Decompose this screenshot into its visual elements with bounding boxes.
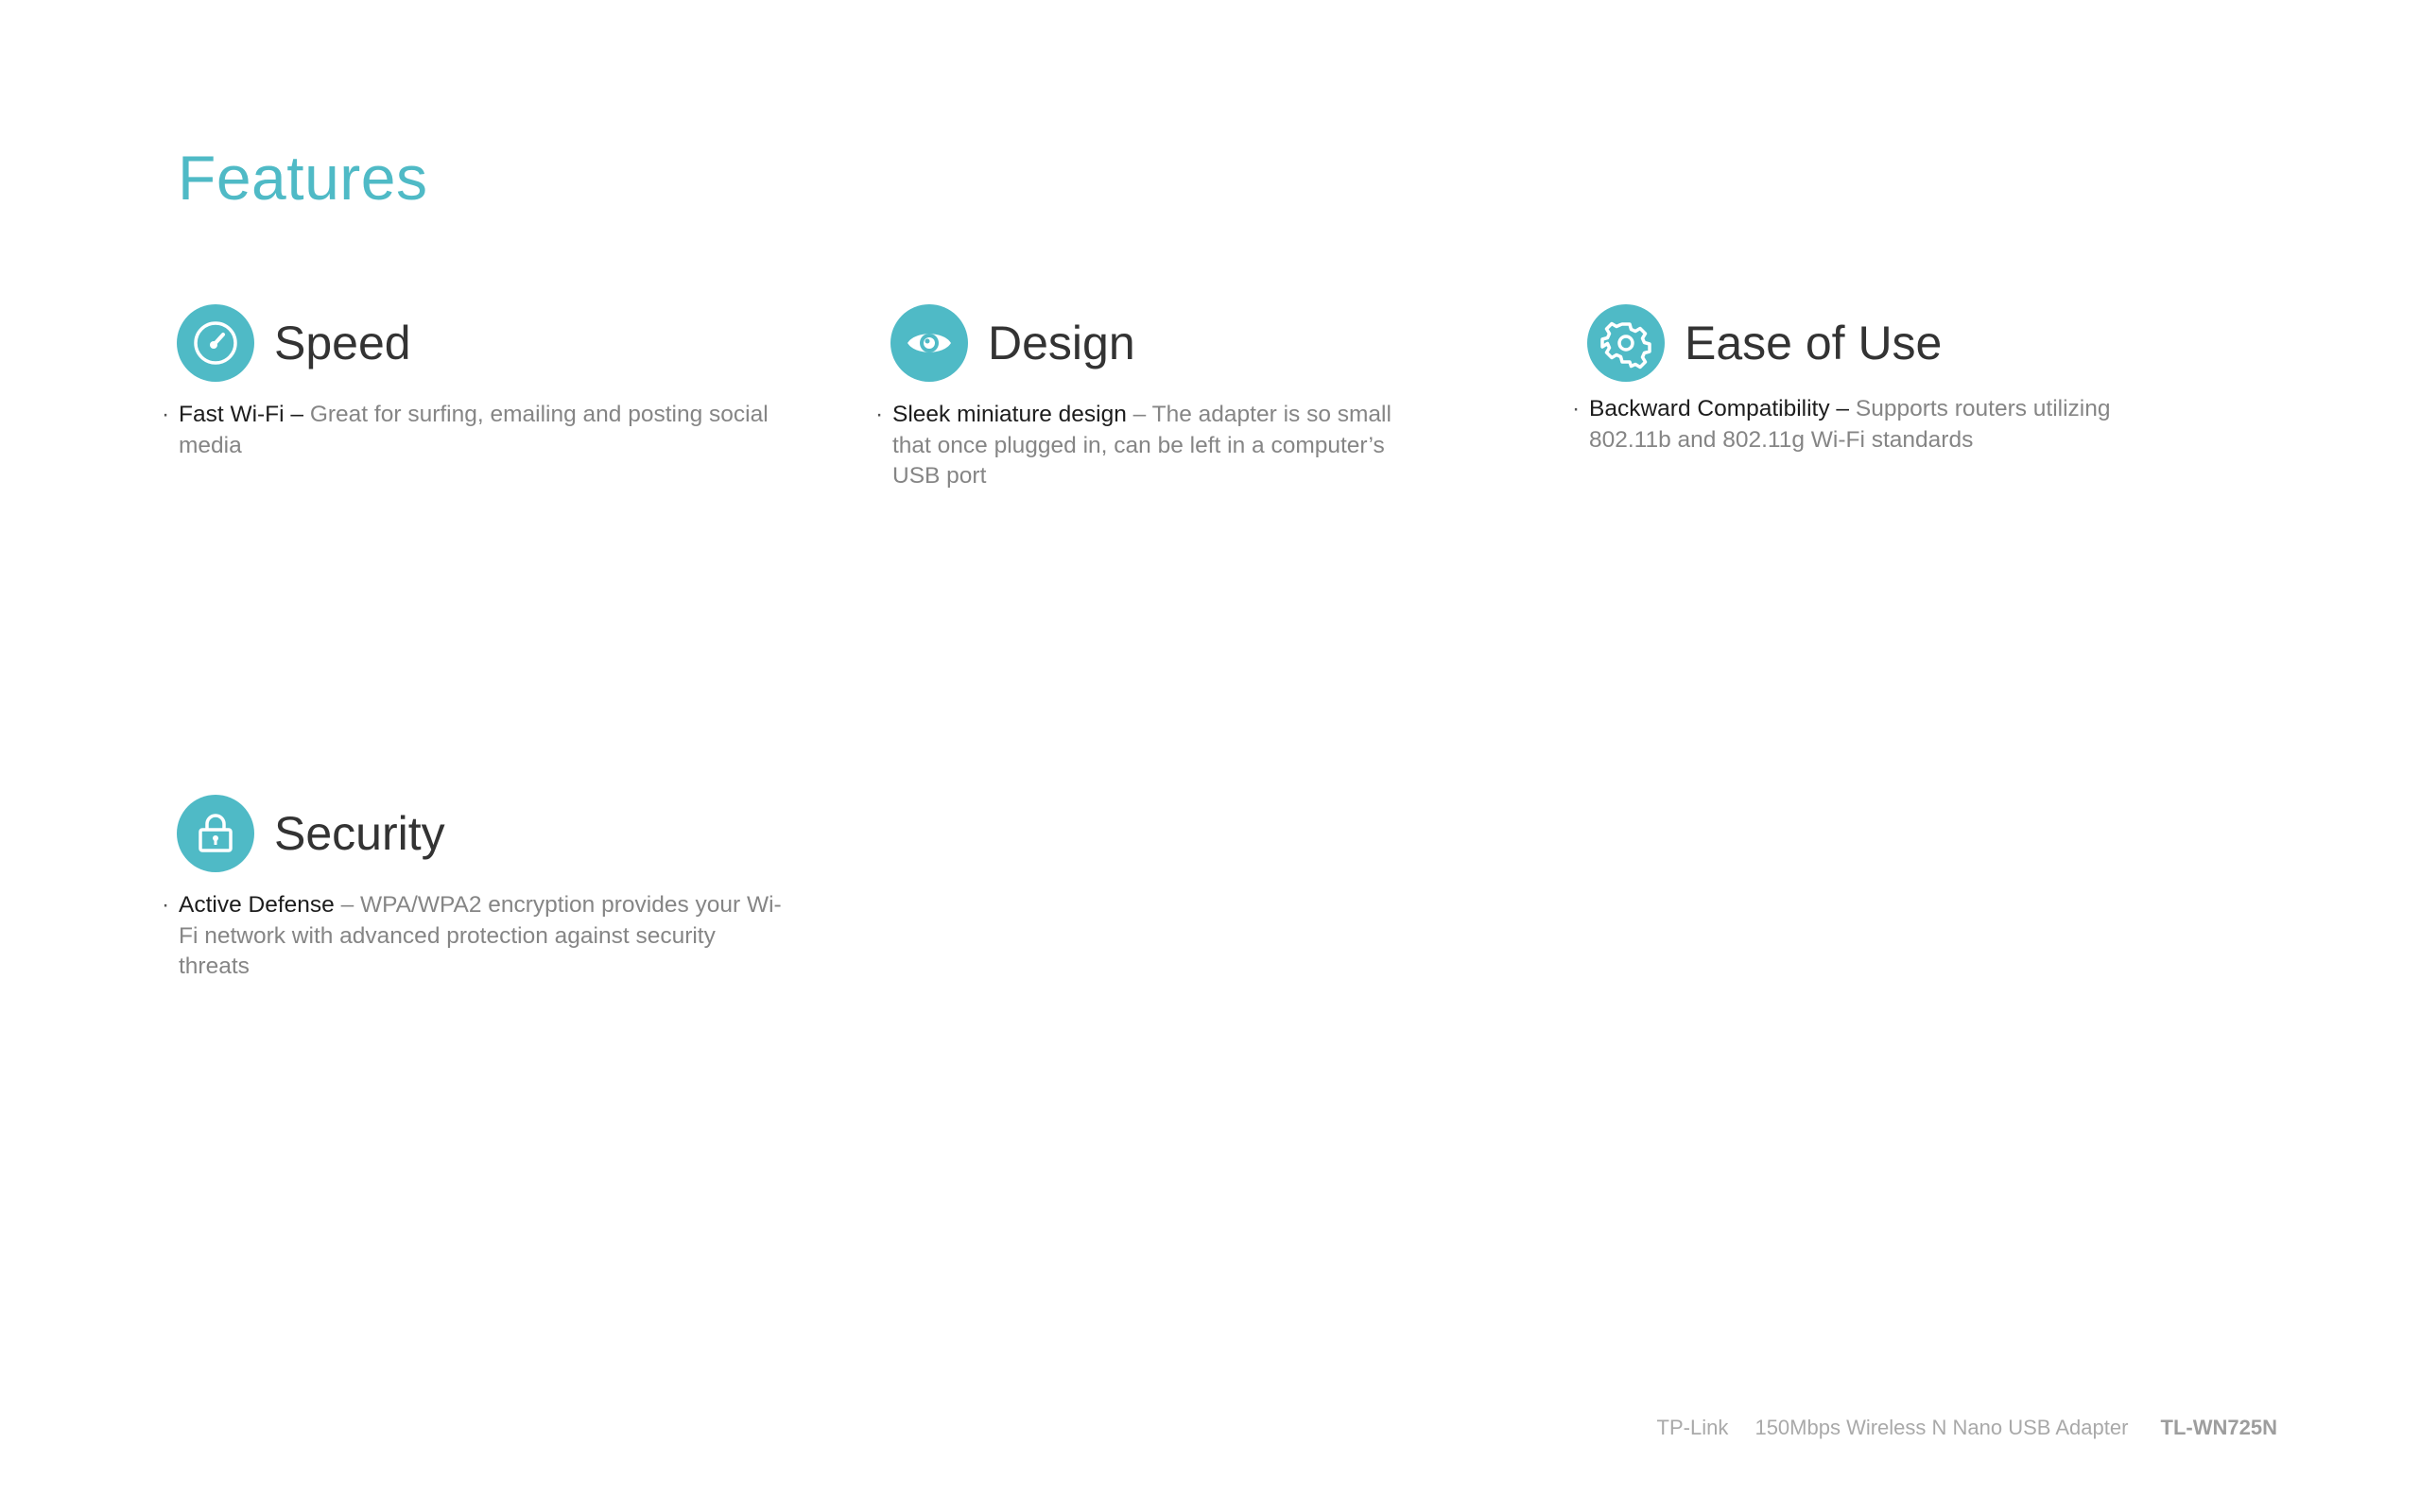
feature-text: Great for surfing, emailing and posting social media	[179, 402, 769, 458]
footer-product: 150Mbps Wireless N Nano USB Adapter	[1754, 1416, 2129, 1439]
feature-description	[1587, 394, 2154, 455]
footer-brand: TP-Link	[1656, 1416, 1729, 1439]
feature-ease-of-use	[1587, 303, 2154, 455]
feature-description	[177, 400, 801, 461]
feature-speed	[177, 303, 801, 461]
footer-model: TL-WN725N	[2160, 1416, 2277, 1439]
feature-separator: –	[284, 402, 310, 427]
lock-icon	[177, 795, 254, 872]
speedometer-icon	[177, 304, 254, 382]
feature-text: WPA/WPA2 encryption provides your Wi-Fi network with advanced protection against security threats	[179, 892, 782, 979]
feature-title: Security	[274, 807, 445, 860]
feature-separator: –	[1126, 402, 1152, 427]
feature-header	[177, 794, 791, 873]
feature-lead: Sleek miniature design	[892, 402, 1127, 427]
feature-title: Speed	[274, 317, 411, 369]
feature-design	[890, 303, 1420, 492]
gear-icon	[1587, 304, 1665, 382]
feature-title: Ease of Use	[1685, 317, 1943, 369]
eye-icon	[890, 304, 968, 382]
feature-security	[177, 794, 791, 983]
feature-lead: Active Defense	[179, 892, 335, 918]
feature-header	[890, 303, 1420, 383]
feature-separator	[1849, 396, 1856, 421]
feature-lead: Fast Wi-Fi	[179, 402, 285, 427]
feature-description	[890, 400, 1420, 492]
feature-header	[1587, 303, 2154, 383]
feature-text: Supports routers utilizing 802.11b and 802.11g Wi-Fi standards	[1589, 396, 2111, 453]
feature-lead: Backward Compatibility –	[1589, 396, 1850, 421]
feature-title: Design	[988, 317, 1135, 369]
page-title: Features	[178, 143, 428, 213]
feature-header	[177, 303, 801, 383]
feature-text: The adapter is so small that once plugged in, can be left in a computer’s USB port	[892, 402, 1392, 489]
page-footer	[1657, 1416, 2277, 1440]
feature-description	[177, 890, 791, 983]
feature-separator: –	[334, 892, 361, 918]
